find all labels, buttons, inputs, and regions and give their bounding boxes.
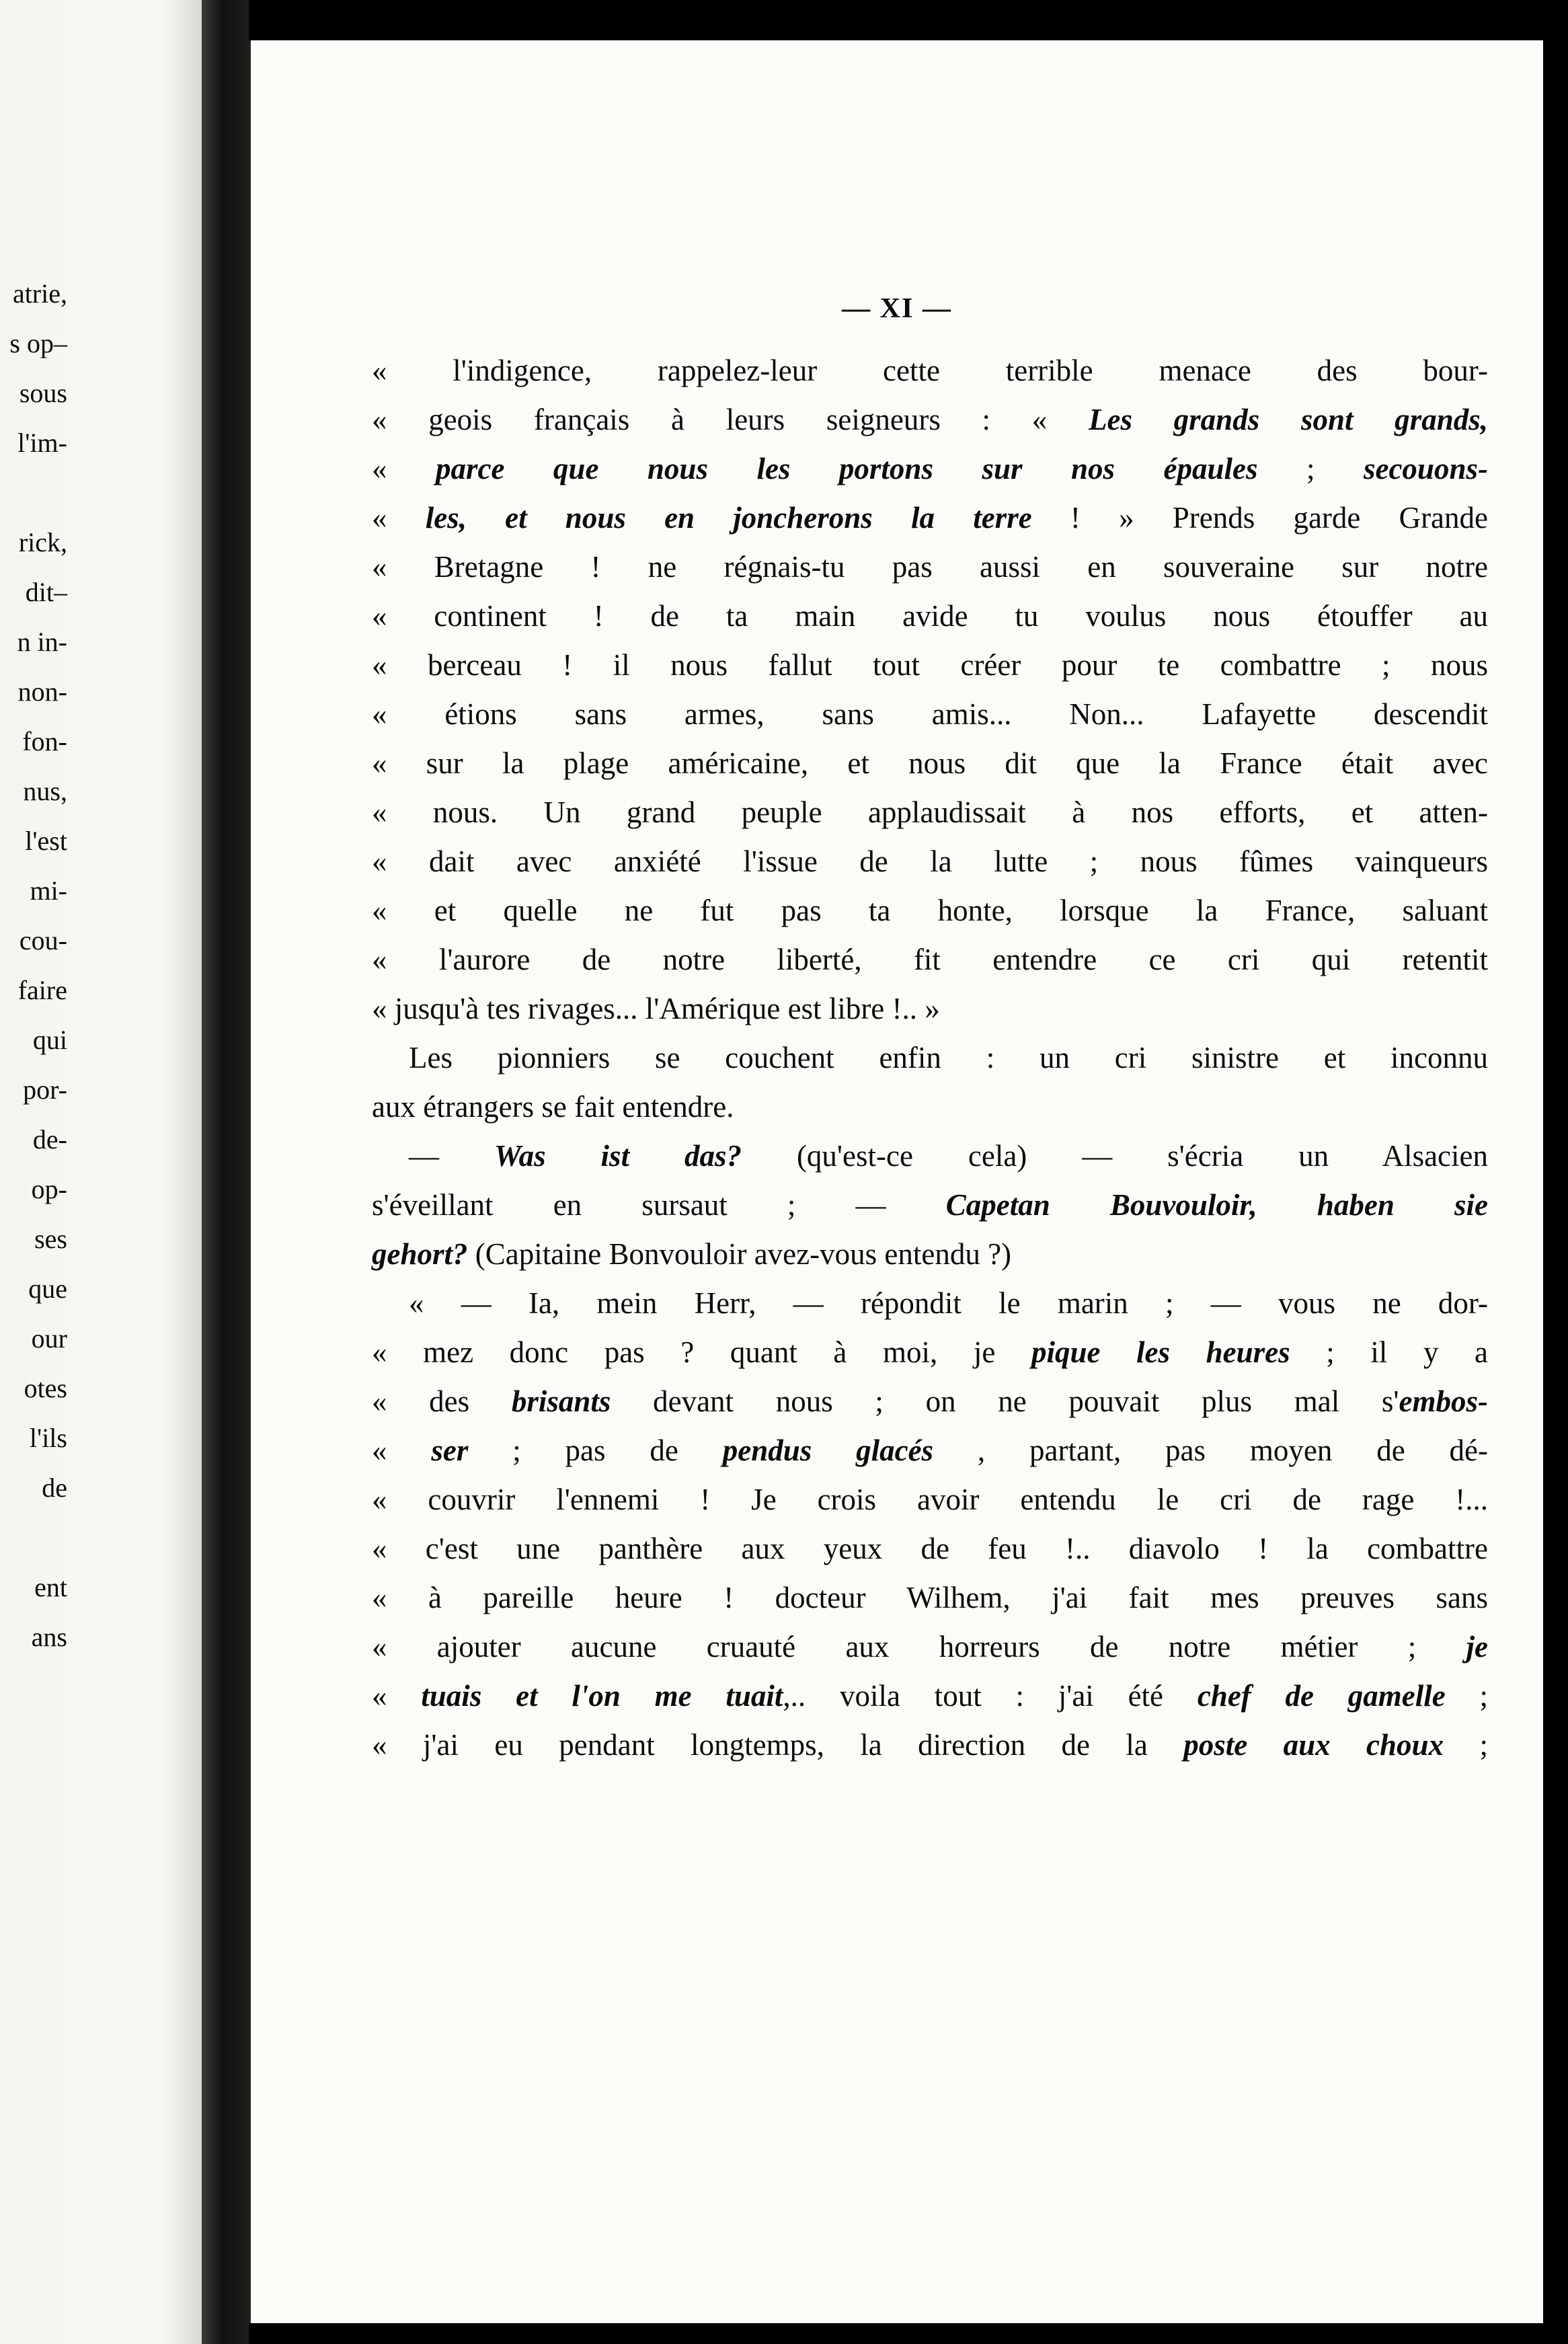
text-line	[372, 1279, 1488, 1328]
left-margin-fragment: qui	[32, 1025, 67, 1055]
text-line	[372, 1672, 1488, 1721]
text-line	[372, 641, 1488, 690]
text-span: « à pareille heure ! docteur Wilhem, j'ai fait mes preuves sans	[372, 1581, 1488, 1614]
left-page	[0, 0, 202, 2344]
text-span: « dait avec anxiété l'issue de la lutte ; nous fûmes vainqueurs	[372, 845, 1488, 878]
text-line	[372, 444, 1488, 494]
text-span: « l'indigence, rappelez-leur cette terrible menace des bour-	[372, 354, 1488, 387]
text-line	[372, 1181, 1488, 1230]
text-span: « étions sans armes, sans amis... Non... Lafayette descendit	[372, 697, 1488, 731]
text-span: « continent ! de ta main avide tu voulus nous étouffer au	[372, 599, 1488, 633]
text-span: « j'ai eu pendant longtemps, la direction de la	[372, 1728, 1184, 1762]
text-line	[372, 690, 1488, 739]
left-margin-fragment: s op–	[9, 328, 67, 358]
left-margin-fragment: por-	[23, 1075, 67, 1105]
italic-phrase: poste aux choux	[1183, 1728, 1444, 1762]
left-margin-fragment: de	[42, 1473, 67, 1503]
text-span: « l'aurore de notre liberté, fit entendre ce cri qui retentit	[372, 943, 1488, 976]
text-line	[372, 837, 1488, 886]
right-page	[249, 40, 1543, 2323]
left-margin-fragment: ent	[34, 1572, 67, 1602]
italic-phrase: Capetan Bouvouloir, haben sie	[945, 1188, 1488, 1222]
text-span: ! » Prends garde Grande	[1031, 501, 1489, 535]
left-margin-fragment: op-	[31, 1174, 67, 1204]
text-span: devant nous ; on ne pouvait plus mal s'	[611, 1384, 1399, 1418]
text-span: « couvrir l'ennemi ! Je crois avoir entendu le cri de rage !...	[372, 1483, 1488, 1516]
text-span: « ajouter aucune cruauté aux horreurs de notre métier ;	[372, 1630, 1466, 1664]
text-span: , partant, pas moyen de dé-	[933, 1434, 1489, 1467]
italic-phrase: Was ist das?	[494, 1139, 742, 1173]
left-margin-fragment: cou-	[19, 925, 67, 955]
text-line	[372, 1132, 1488, 1181]
left-margin-fragment: atrie,	[12, 278, 67, 309]
text-span: « mez donc pas ? quant à moi, je	[372, 1335, 1031, 1369]
text-line	[372, 984, 1488, 1033]
left-margin-fragment: l'est	[25, 826, 67, 856]
left-margin-fragment: n in-	[17, 627, 67, 657]
left-margin-fragment: nus,	[23, 776, 67, 806]
body-text	[372, 346, 1488, 1770]
italic-phrase: gehort?	[372, 1237, 468, 1271]
text-span: (qu'est-ce cela) — s'écria un Alsacien	[742, 1139, 1488, 1173]
text-line	[372, 935, 1488, 984]
left-margin-fragment: ses	[34, 1224, 67, 1254]
text-span: «	[372, 452, 436, 485]
text-line	[372, 543, 1488, 592]
text-line	[372, 788, 1488, 837]
left-margin-fragment: rick,	[18, 527, 67, 557]
text-span: « et quelle ne fut pas ta honte, lorsque la France, saluant	[372, 894, 1488, 927]
text-line	[372, 395, 1488, 444]
text-span: ;	[1257, 452, 1364, 485]
text-span: « — Ia, mein Herr, — répondit le marin ; — vous ne dor-	[409, 1286, 1488, 1320]
left-margin-fragment: faire	[17, 975, 67, 1005]
text-span: ;	[1444, 1728, 1488, 1762]
text-span: « nous. Un grand peuple applaudissait à nos efforts, et atten-	[372, 795, 1488, 829]
italic-phrase: les, et nous en joncherons la terre	[425, 501, 1032, 535]
text-line	[372, 1524, 1488, 1573]
text-line	[372, 1083, 1488, 1132]
text-line	[372, 1426, 1488, 1475]
page-number: — XI —	[842, 293, 952, 324]
text-span: s'éveillant en sursaut ; —	[372, 1188, 946, 1222]
italic-phrase: Les grands sont grands,	[1088, 403, 1488, 436]
text-span: (Capitaine Bonvouloir avez-vous entendu ?)	[467, 1237, 1012, 1271]
left-page-margin-text	[0, 269, 67, 1662]
text-line	[372, 1623, 1488, 1672]
left-margin-fragment: ans	[31, 1622, 67, 1652]
italic-phrase: chef de gamelle	[1197, 1679, 1446, 1713]
left-margin-fragment	[0, 1513, 67, 1563]
text-span: « c'est une panthère aux yeux de feu !.. diavolo ! la combattre	[372, 1532, 1488, 1565]
text-span: «	[372, 1679, 422, 1713]
left-margin-fragment	[0, 468, 67, 518]
italic-phrase: ser	[431, 1434, 469, 1467]
italic-phrase: embos-	[1399, 1384, 1488, 1418]
text-span: Les pionniers se couchent enfin : un cri sinistre et inconnu	[409, 1041, 1488, 1075]
text-span: « Bretagne ! ne régnais-tu pas aussi en souveraine sur notre	[372, 550, 1488, 584]
text-line	[372, 1033, 1488, 1083]
text-span: « des	[372, 1384, 512, 1418]
italic-phrase: tuais et l'on me tuait	[421, 1679, 783, 1713]
left-margin-fragment: non-	[17, 676, 67, 707]
text-span: ; il y a	[1290, 1335, 1489, 1369]
italic-phrase: secouons-	[1363, 452, 1488, 485]
text-span: ; pas de	[468, 1434, 723, 1467]
text-span: « geois français à leurs seigneurs : «	[372, 403, 1089, 436]
italic-phrase: pendus glacés	[722, 1434, 934, 1467]
text-line	[372, 1721, 1488, 1770]
left-margin-fragment: mi-	[30, 875, 67, 906]
text-line	[372, 1475, 1488, 1524]
text-span: ;	[1445, 1679, 1489, 1713]
text-line	[372, 1573, 1488, 1623]
text-line	[372, 739, 1488, 788]
left-margin-fragment: dit–	[25, 577, 67, 607]
text-line	[372, 1328, 1488, 1377]
text-line	[372, 886, 1488, 935]
text-span: «	[372, 1434, 432, 1467]
left-margin-fragment: que	[28, 1274, 67, 1304]
text-span: « berceau ! il nous fallut tout créer pour te combattre ; nous	[372, 648, 1488, 682]
book-gutter	[202, 0, 249, 2344]
text-span: ,.. voila tout : j'ai été	[783, 1679, 1198, 1713]
left-margin-fragment: de-	[32, 1124, 67, 1155]
text-line	[372, 494, 1488, 543]
text-line	[372, 1377, 1488, 1426]
text-span: « sur la plage américaine, et nous dit que la France était avec	[372, 746, 1488, 780]
text-line	[372, 346, 1488, 395]
text-span: —	[409, 1139, 494, 1173]
italic-phrase: pique les heures	[1031, 1335, 1290, 1369]
left-margin-fragment: sous	[19, 378, 67, 408]
italic-phrase: brisants	[511, 1384, 611, 1418]
italic-phrase: parce que nous les portons sur nos épaules	[435, 452, 1258, 485]
left-margin-fragment: l'ils	[29, 1423, 67, 1453]
text-line	[372, 1230, 1488, 1279]
left-margin-fragment: fon-	[22, 726, 67, 756]
text-span: «	[372, 501, 426, 535]
italic-phrase: je	[1466, 1630, 1488, 1664]
left-margin-fragment: l'im-	[17, 428, 67, 458]
left-margin-fragment: our	[31, 1323, 67, 1354]
text-span: « jusqu'à tes rivages... l'Amérique est libre !.. »	[372, 992, 940, 1025]
text-span: aux étrangers se fait entendre.	[372, 1090, 734, 1124]
text-line	[372, 592, 1488, 641]
left-margin-fragment: otes	[24, 1373, 67, 1403]
